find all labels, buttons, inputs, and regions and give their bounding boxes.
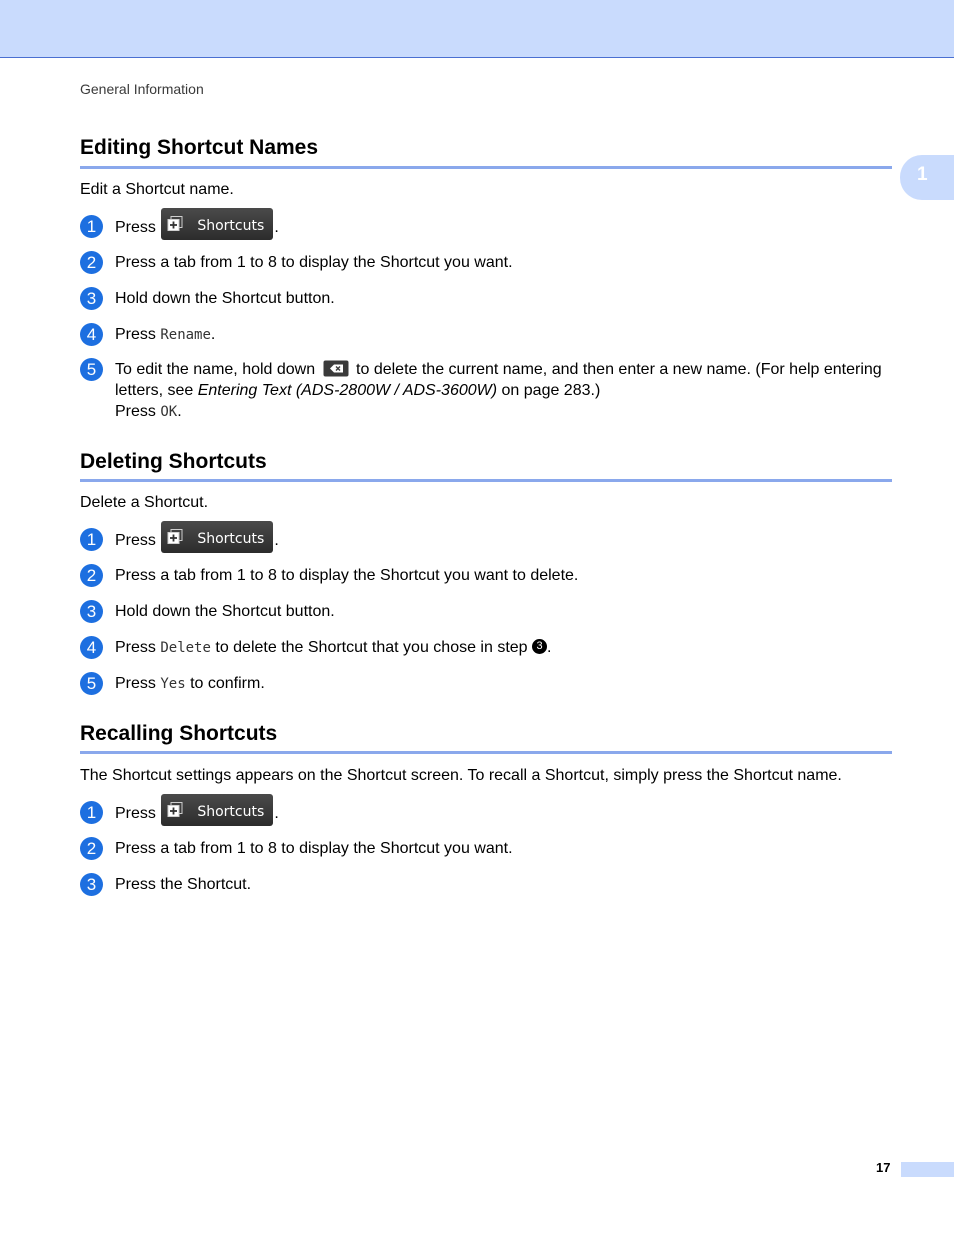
- shortcuts-button-label: Shortcuts: [197, 531, 265, 547]
- step-number-badge: 3: [80, 287, 103, 310]
- shortcuts-button-label: Shortcuts: [197, 218, 265, 234]
- step-text-part: to confirm.: [185, 675, 265, 692]
- ok-button-ref: OK: [160, 404, 178, 420]
- step-text-part: .: [274, 219, 279, 237]
- step-text-part: .: [274, 805, 279, 823]
- section-rule: [80, 166, 892, 169]
- section-title-editing: Editing Shortcut Names: [80, 136, 319, 159]
- step-number-badge: 2: [80, 837, 103, 860]
- step-number-badge: 3: [80, 600, 103, 623]
- step-text: [115, 673, 895, 695]
- step-text: Press a tab from 1 to 8 to display the Shortcut you want to delete.: [115, 567, 579, 584]
- step-text-part: Press: [115, 219, 161, 237]
- step-text: [115, 324, 895, 346]
- top-header-band: [0, 0, 954, 58]
- step-text: [115, 529, 895, 553]
- step-text: [115, 802, 895, 826]
- step-text: [115, 216, 895, 240]
- step-number-badge: 1: [80, 215, 103, 238]
- step-text-part: To edit the name, hold down: [115, 361, 320, 378]
- step-text: Press a tab from 1 to 8 to display the Shortcut you want.: [115, 840, 513, 857]
- page-number-tab: [901, 1162, 954, 1177]
- step-text-part: .: [210, 326, 216, 343]
- cross-reference-link[interactable]: Entering Text (ADS-2800W / ADS-3600W): [197, 382, 498, 399]
- step-number-badge: 4: [80, 323, 103, 346]
- add-shortcut-icon: [167, 529, 183, 545]
- step-text: Press the Shortcut.: [115, 876, 252, 893]
- add-shortcut-icon: [167, 802, 183, 818]
- step-text: [115, 359, 895, 423]
- running-header: General Information: [80, 81, 204, 97]
- chapter-number: 1: [917, 164, 928, 185]
- section-rule: [80, 751, 892, 754]
- shortcuts-button[interactable]: [161, 208, 273, 240]
- step-number-badge: 2: [80, 564, 103, 587]
- step-number-badge: 1: [80, 801, 103, 824]
- step-number-badge: 3: [80, 873, 103, 896]
- delete-button-ref: Delete: [160, 640, 211, 656]
- step-text-part: on page 283.): [497, 382, 601, 399]
- step-text: [115, 637, 895, 659]
- shortcuts-button[interactable]: [161, 794, 273, 826]
- step-text-part: Press: [115, 639, 161, 656]
- shortcuts-button-label: Shortcuts: [197, 804, 265, 820]
- page-number: 17: [876, 1160, 891, 1175]
- step-text-part: Press: [115, 532, 161, 550]
- step-text-part: .: [274, 532, 279, 550]
- section-title-recalling: Recalling Shortcuts: [80, 722, 278, 745]
- step-number-badge: 1: [80, 528, 103, 551]
- section-title-deleting: Deleting Shortcuts: [80, 450, 267, 473]
- chapter-tab: [900, 155, 954, 200]
- section-intro: Delete a Shortcut.: [80, 494, 209, 511]
- step-text: Press a tab from 1 to 8 to display the Shortcut you want.: [115, 254, 513, 271]
- shortcuts-button[interactable]: [161, 521, 273, 553]
- step-text-part: .: [547, 639, 552, 656]
- rename-button-ref: Rename: [160, 327, 211, 343]
- step-text: Hold down the Shortcut button.: [115, 290, 335, 307]
- section-intro: The Shortcut settings appears on the Shortcut screen. To recall a Shortcut, simply press the Shortcut name.: [80, 767, 842, 784]
- step-text: Hold down the Shortcut button.: [115, 603, 335, 620]
- step-text-part: Press: [115, 403, 161, 420]
- step-number-badge: 4: [80, 636, 103, 659]
- step-reference-badge: 3: [532, 639, 547, 654]
- backspace-icon: [323, 360, 349, 377]
- step-text-part: to delete the Shortcut that you chose in step: [210, 639, 533, 656]
- step-number-badge: 5: [80, 672, 103, 695]
- section-intro: Edit a Shortcut name.: [80, 181, 234, 198]
- step-text-part: .: [177, 403, 182, 420]
- step-text-part: Press: [115, 675, 161, 692]
- step-text-part: to delete the current name, and then enter a new name. (For help entering letters, see: [115, 361, 882, 399]
- yes-button-ref: Yes: [160, 676, 186, 692]
- step-number-badge: 5: [80, 358, 103, 381]
- step-text-part: Press: [115, 805, 161, 823]
- section-rule: [80, 479, 892, 482]
- step-text-part: Press: [115, 326, 161, 343]
- add-shortcut-icon: [167, 216, 183, 232]
- step-number-badge: 2: [80, 251, 103, 274]
